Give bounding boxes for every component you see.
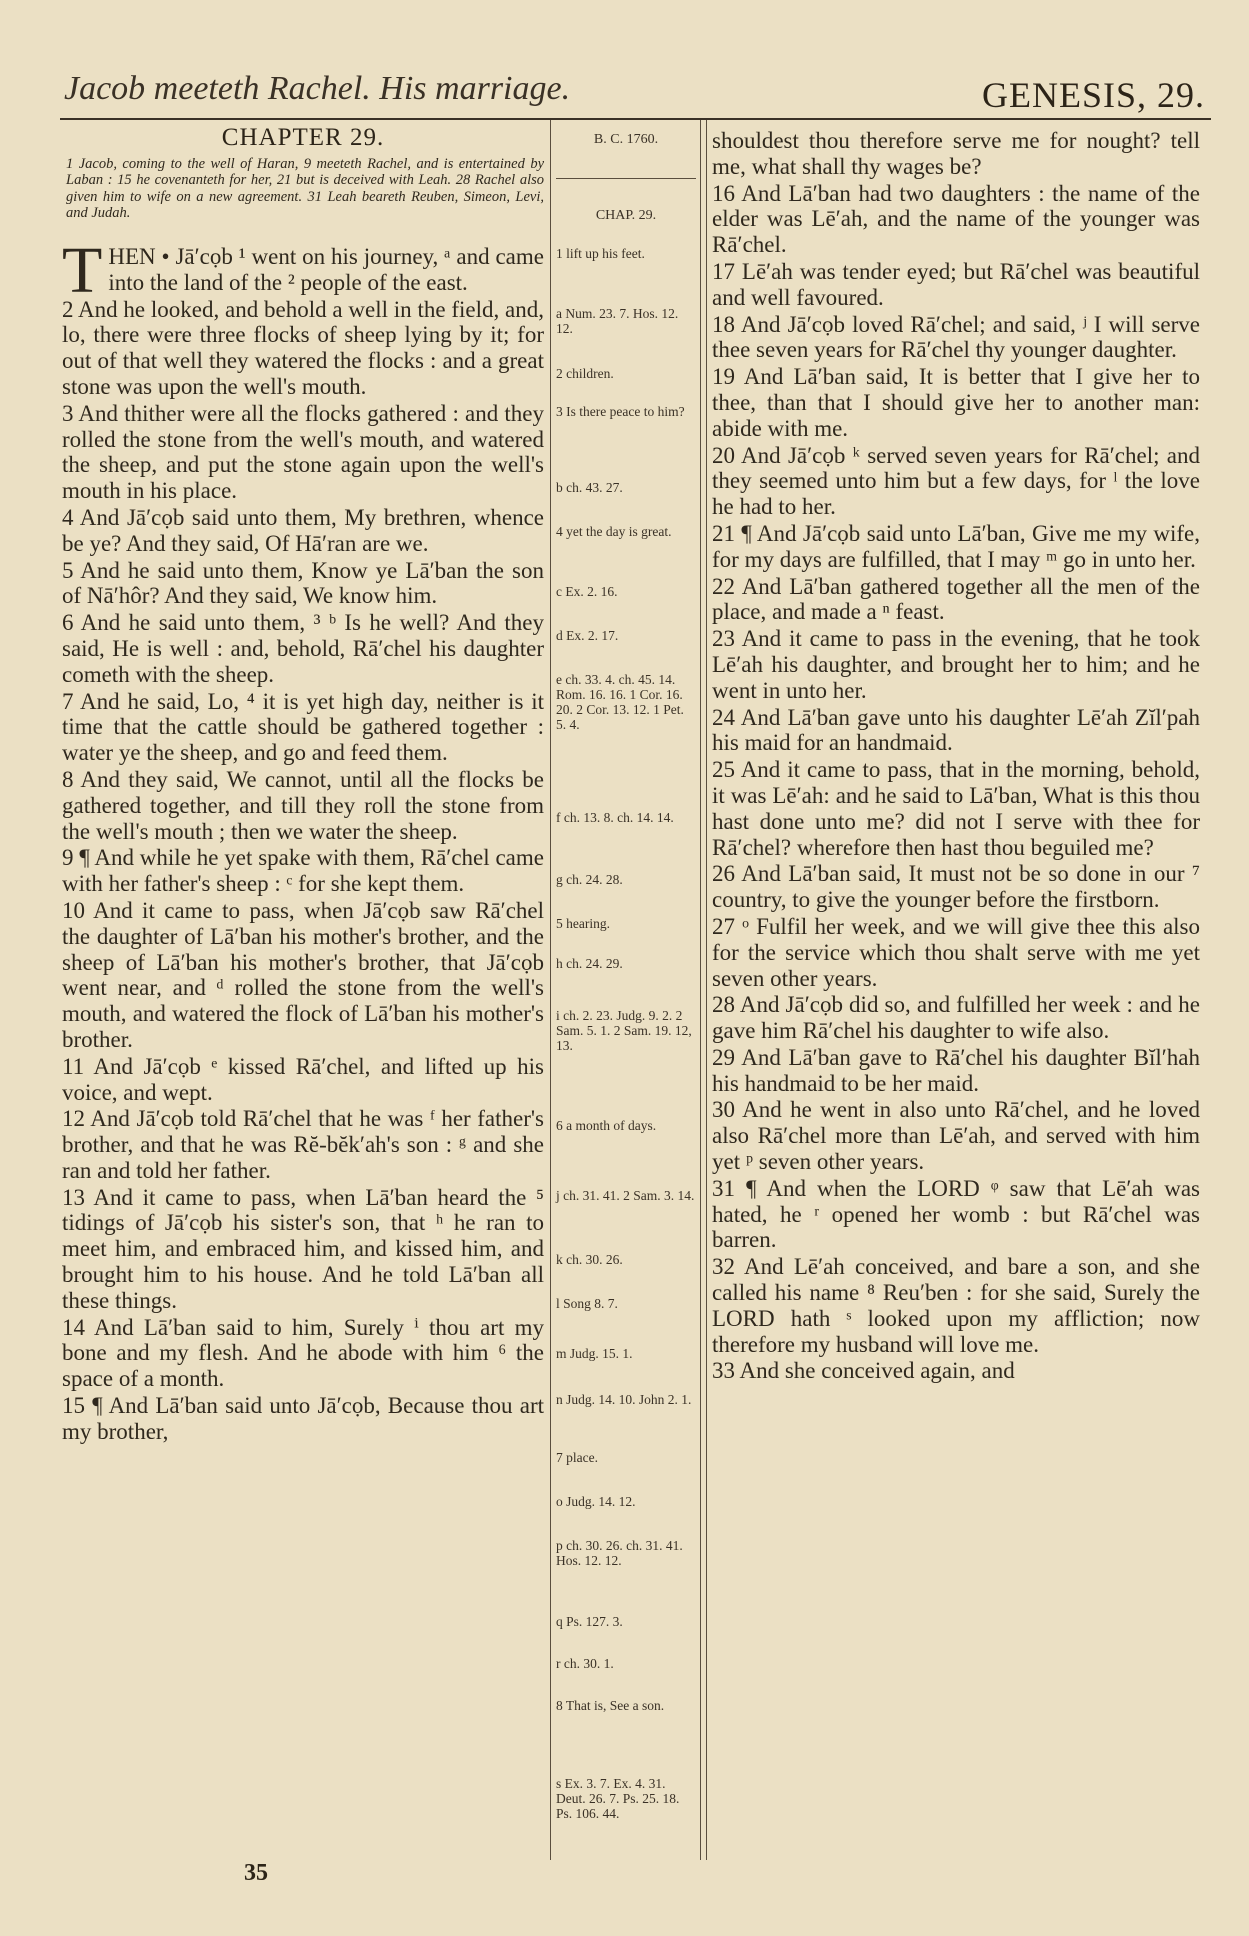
- verse: 10 And it came to pass, when Jā′cọb saw Rā′chel the daughter of Lā′ban his mother's brother, and the sheep of Lā′ban his mother's brother, that Jā′cọb went near, and ᵈ rolled the stone from the well's mouth, and watered the flock of Lā′ban his mother's brother.: [62, 897, 544, 1052]
- margin-note: n Judg. 14. 10. John 2. 1.: [556, 1392, 692, 1407]
- margin-note: l Song 8. 7.: [556, 1296, 618, 1311]
- right-text-column: [712, 128, 1200, 1858]
- margin-note: b ch. 43. 27.: [556, 480, 623, 495]
- margin-rule: [556, 178, 696, 179]
- verse: 28 And Jā′cọb did so, and fulfilled her week : and he gave him Rā′chel his daughter to wife also.: [712, 992, 1200, 1044]
- verse-1: THEN • Jā′cọb ¹ went on his journey, ᵃ and came into the land of the ² people of the east.: [62, 244, 544, 307]
- verse: shouldest thou therefore serve me for nought? tell me, what shall thy wages be?: [712, 128, 1200, 179]
- margin-note: 2 children.: [556, 366, 614, 381]
- verse: 8 And they said, We cannot, until all the flocks be gathered together, and till they roll the stone from the well's mouth ; then we water the sheep.: [62, 766, 544, 844]
- verse: 14 And Lā′ban said to him, Surely ⁱ thou art my bone and my flesh. And he abode with him ⁶ the space of a month.: [62, 1314, 544, 1392]
- header-rule: [60, 118, 1211, 120]
- verse: 22 And Lā′ban gathered together all the men of the place, and made a ⁿ feast.: [712, 573, 1200, 625]
- margin-note: m Judg. 15. 1.: [556, 1346, 633, 1361]
- margin-date: B. C. 1760.: [593, 132, 659, 147]
- verse: 21 ¶ And Jā′cọb said unto Lā′ban, Give me my wife, for my days are fulfilled, that I may ᵐ go in unto her.: [712, 520, 1200, 572]
- page-number: 35: [244, 1860, 268, 1886]
- verse: 24 And Lā′ban gave unto his daughter Lē′ah Zĭl′pah his maid for an handmaid.: [712, 704, 1200, 756]
- margin-note: d Ex. 2. 17.: [556, 628, 619, 643]
- verse: 13 And it came to pass, when Lā′ban heard the ⁵ tidings of Jā′cọb his sister's son, that ʰ he ran to meet him, and embraced him, and kissed him, and brought him to his house. And he told Lā′ban all these things.: [62, 1184, 544, 1313]
- verse: 4 And Jā′cọb said unto them, My brethren, whence be ye? And they said, Of Hā′ran are we.: [62, 504, 544, 556]
- chapter-summary: 1 Jacob, coming to the well of Haran, 9 meeteth Rachel, and is entertained by Laban : 15 he covenanteth for her, 21 but is deceived with Leah. 28 Rachel also given him to wife on a new agreement. 31 Leah beareth Reuben, Simeon, Levi, and Judah.: [66, 156, 544, 222]
- verse: 18 And Jā′cọb loved Rā′chel; and said, ʲ I will serve thee seven years for Rā′chel thy younger daughter.: [712, 311, 1200, 363]
- margin-note: 1 lift up his feet.: [556, 246, 645, 261]
- verse: 16 And Lā′ban had two daughters : the name of the elder was Lē′ah, and the name of the younger was Rā′chel.: [712, 180, 1200, 258]
- verse: 33 And she conceived again, and: [712, 1358, 1015, 1384]
- left-text-column: [62, 244, 544, 1856]
- verse: 17 Lē′ah was tender eyed; but Rā′chel was beautiful and well favoured.: [712, 258, 1200, 310]
- verse: 30 And he went in also unto Rā′chel, and he loved also Rā′chel more than Lē′ah, and served with him yet ᵖ seven other years.: [712, 1097, 1200, 1175]
- drop-cap: T: [62, 244, 103, 307]
- margin-note: e ch. 33. 4. ch. 45. 14. Rom. 16. 16. 1 Cor. 16. 20. 2 Cor. 13. 12. 1 Pet. 5. 4.: [556, 672, 684, 732]
- verse: 12 And Jā′cọb told Rā′chel that he was ᶠ her father's brother, and that he was Rĕ-bĕk′ah's son : ᵍ and she ran and told her father.: [62, 1106, 544, 1183]
- verse: 29 And Lā′ban gave to Rā′chel his daughter Bĭl′hah his handmaid to be her maid.: [712, 1044, 1200, 1096]
- margin-note: g ch. 24. 28.: [556, 872, 623, 887]
- column-divider-left: [550, 120, 551, 1860]
- running-header-left: Jacob meeteth Rachel. His marriage.: [64, 70, 571, 107]
- verse: 19 And Lā′ban said, It is better that I give her to thee, than that I should give her to another man: abide with me.: [712, 364, 1200, 441]
- verse: 6 And he said unto them, ³ ᵇ Is he well? And they said, He is well : and, behold, Rā′chel his daughter cometh with the sheep.: [62, 610, 544, 687]
- margin-note: 4 yet the day is great.: [556, 524, 672, 539]
- verse: 25 And it came to pass, that in the morning, behold, it was Lē′ah: and he said to Lā′ban, What is this thou hast done unto me? did not I serve with thee for Rā′chel? wherefore then hast thou beguiled me?: [712, 757, 1200, 860]
- margin-note: 3 Is there peace to him?: [556, 404, 685, 419]
- running-header-right: GENESIS, 29.: [981, 75, 1205, 115]
- margin-note: a Num. 23. 7. Hos. 12. 12.: [556, 306, 679, 336]
- verse: 3 And thither were all the flocks gathered : and they rolled the stone from the well's mouth, and watered the sheep, and put the stone again upon the well's mouth in his place.: [62, 400, 544, 504]
- verse: 7 And he said, Lo, ⁴ it is yet high day, neither is it time that the cattle should be gathered together : water ye the sheep, and go and feed them.: [62, 688, 544, 766]
- verse: 2 And he looked, and behold a well in the field, and, lo, there were three flocks of sheep lying by it; for out of that well they watered the flocks : and a great stone was upon the well's mouth.: [62, 296, 544, 399]
- margin-note: 8 That is, See a son.: [556, 1698, 665, 1713]
- margin-note: p ch. 30. 26. ch. 31. 41. Hos. 12. 12.: [556, 1538, 683, 1568]
- margin-note: j ch. 31. 41. 2 Sam. 3. 14.: [556, 1188, 695, 1203]
- margin-note: 6 a month of days.: [556, 1118, 657, 1133]
- margin-note: h ch. 24. 29.: [556, 956, 623, 971]
- verse: 15 ¶ And Lā′ban said unto Jā′cọb, Because thou art my brother,: [62, 1393, 544, 1444]
- verse: 31 ¶ And when the LORD ᵠ saw that Lē′ah was hated, he ʳ opened her womb : but Rā′chel was barren.: [712, 1175, 1200, 1253]
- chapter-title: CHAPTER 29.: [221, 124, 385, 151]
- margin-note: i ch. 2. 23. Judg. 9. 2. 2 Sam. 5. 1. 2 Sam. 19. 12, 13.: [556, 1008, 692, 1053]
- verse: 11 And Jā′cọb ᵉ kissed Rā′chel, and lifted up his voice, and wept.: [62, 1053, 544, 1105]
- verse: 9 ¶ And while he yet spake with them, Rā′chel came with her father's sheep : ᶜ for she kept them.: [62, 845, 544, 897]
- margin-note: r ch. 30. 1.: [556, 1656, 614, 1671]
- margin-note: c Ex. 2. 16.: [556, 584, 618, 599]
- margin-note: f ch. 13. 8. ch. 14. 14.: [556, 810, 674, 825]
- verse: 23 And it came to pass in the evening, that he took Lē′ah his daughter, and brought her to him; and he went in unto her.: [712, 626, 1200, 703]
- margin-note: o Judg. 14. 12.: [556, 1494, 636, 1509]
- margin-note: q Ps. 127. 3.: [556, 1614, 623, 1629]
- column-divider-right-b: [706, 120, 707, 1860]
- margin-chapter: CHAP. 29.: [595, 208, 657, 223]
- verse: 20 And Jā′cọb ᵏ served seven years for Rā′chel; and they seemed unto him but a few days, for ˡ the love he had to her.: [712, 442, 1200, 520]
- margin-note: 5 hearing.: [556, 916, 610, 931]
- column-divider-right-a: [700, 120, 701, 1860]
- verse: 5 And he said unto them, Know ye Lā′ban the son of Nā′hôr? And they said, We know him.: [62, 557, 544, 609]
- margin-note: 7 place.: [556, 1450, 598, 1465]
- margin-note: s Ex. 3. 7. Ex. 4. 31. Deut. 26. 7. Ps. 25. 18. Ps. 106. 44.: [556, 1776, 680, 1821]
- margin-note: k ch. 30. 26.: [556, 1252, 623, 1267]
- verse: 26 And Lā′ban said, It must not be so done in our ⁷ country, to give the younger before the firstborn.: [712, 861, 1200, 913]
- verse: 27 ᵒ Fulfil her week, and we will give thee this also for the service which thou shalt serve with me yet seven other years.: [712, 913, 1200, 991]
- verse: 32 And Lē′ah conceived, and bare a son, and she called his name ⁸ Reu′ben : for she said, Surely the LORD hath ˢ looked upon my affliction; now therefore my husband will love me.: [712, 1254, 1200, 1357]
